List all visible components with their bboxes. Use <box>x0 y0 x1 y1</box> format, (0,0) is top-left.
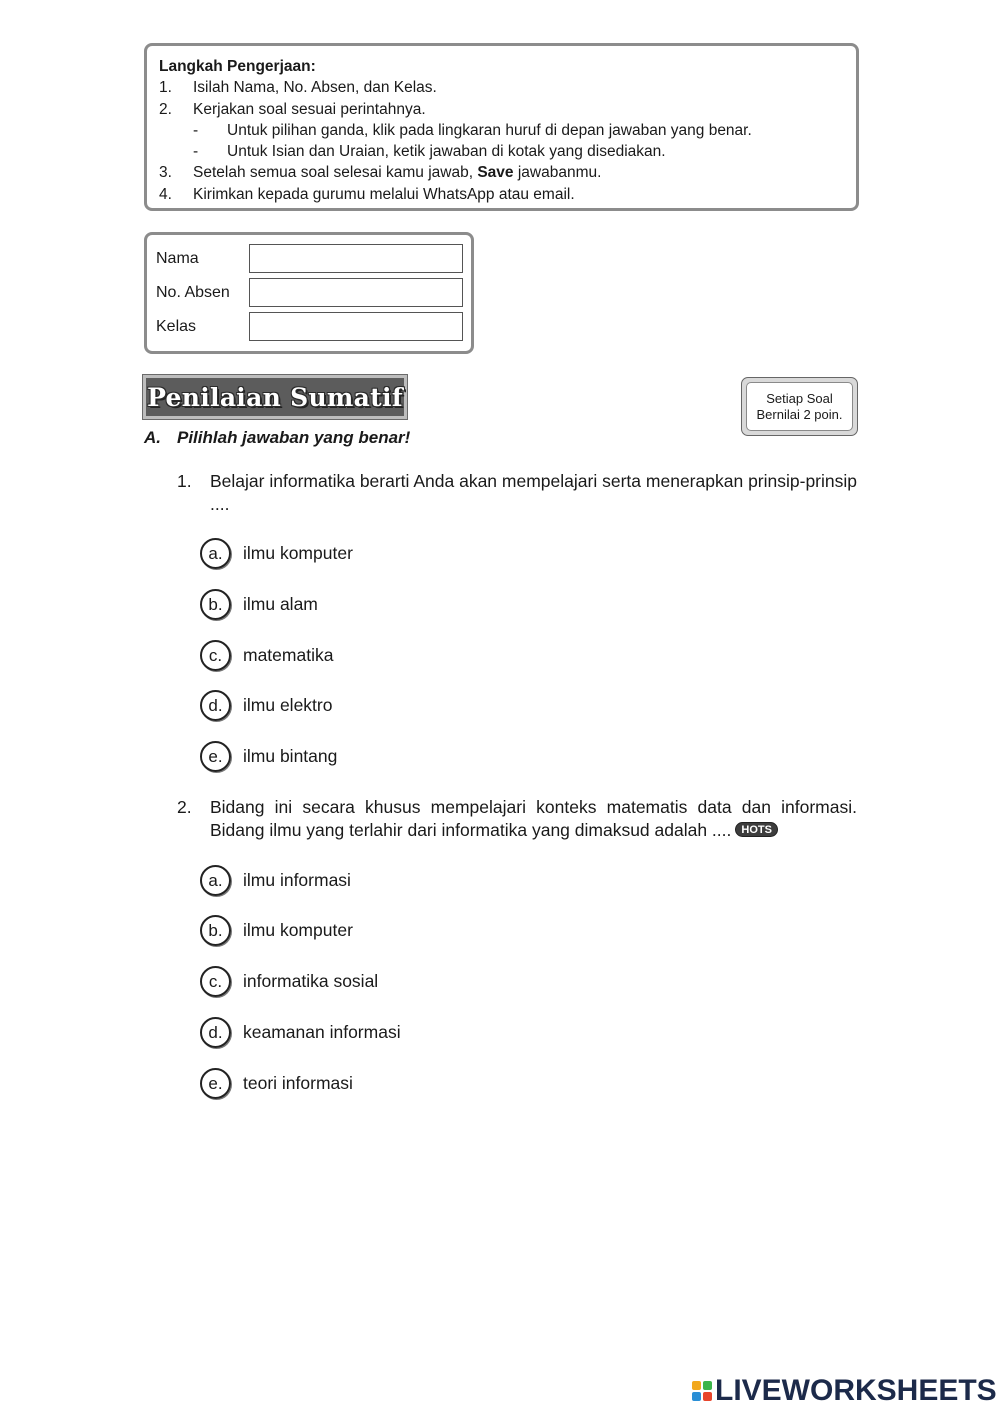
option-circle[interactable]: a. <box>200 865 231 896</box>
q1-option-e[interactable] <box>200 741 337 772</box>
q1-option-c[interactable] <box>200 640 333 671</box>
brand-text: LIVEWORKSHEETS <box>715 1374 997 1407</box>
question-text-wrap <box>210 796 857 842</box>
substep-text: Untuk pilihan ganda, klik pada lingkaran huruf di depan jawaban yang benar. <box>227 121 752 139</box>
points-inner <box>746 382 853 431</box>
step-number: 3. <box>159 164 172 182</box>
points-line-1: Setiap Soal <box>766 390 833 406</box>
instruction-step <box>159 77 844 98</box>
question-text: Belajar informatika berarti Anda akan mempelajari serta menerapkan prinsip-prinsip .... <box>210 471 857 514</box>
option-text: teori informasi <box>243 1073 353 1093</box>
absen-label: No. Absen <box>156 283 230 301</box>
kelas-label: Kelas <box>156 317 197 335</box>
logo-tile <box>703 1392 712 1401</box>
option-text: ilmu informasi <box>243 870 351 890</box>
step-number: 2. <box>159 100 172 118</box>
substep-dash: - <box>193 121 199 139</box>
option-circle[interactable]: d. <box>200 1017 231 1048</box>
step-text-after: jawabanmu. <box>513 164 602 182</box>
instructions-box <box>144 43 859 211</box>
kelas-input[interactable] <box>249 312 463 341</box>
option-text: ilmu alam <box>243 594 318 614</box>
absen-input[interactable] <box>249 278 463 307</box>
option-circle[interactable]: d. <box>200 690 231 721</box>
option-circle[interactable]: b. <box>200 589 231 620</box>
section-title: Pilihlah jawaban yang benar! <box>177 428 411 447</box>
logo-tile <box>692 1392 701 1401</box>
substep-dash: - <box>193 143 199 161</box>
points-box <box>741 377 858 436</box>
step-number: 1. <box>159 79 172 97</box>
option-circle[interactable]: e. <box>200 1068 231 1099</box>
q2-option-e[interactable] <box>200 1068 353 1099</box>
logo-tile <box>692 1381 701 1390</box>
option-text: ilmu bintang <box>243 746 338 766</box>
section-letter: A. <box>144 428 161 447</box>
option-text: keamanan informasi <box>243 1022 401 1042</box>
title-banner <box>143 375 407 419</box>
question-text: Bidang ini secara khusus mempelajari konteks matematis data dan informasi. Bidang ilmu yang terlahir dari informatika yang dimaksud adalah .... <box>210 797 857 840</box>
step-text: Kirimkan kepada gurumu melalui WhatsApp atau email. <box>193 185 575 203</box>
step-text-before: Setelah semua soal selesai kamu jawab, <box>193 164 478 182</box>
q1-option-b[interactable] <box>200 589 318 620</box>
step-number: 4. <box>159 185 172 203</box>
option-text: ilmu elektro <box>243 695 333 715</box>
question-1 <box>177 470 857 516</box>
section-heading <box>144 428 410 448</box>
instruction-substep <box>159 141 844 162</box>
step-text <box>193 162 601 183</box>
option-circle[interactable]: b. <box>200 915 231 946</box>
q1-option-a[interactable] <box>200 538 353 569</box>
banner-title: Penilaian Sumatif <box>147 382 403 412</box>
q1-option-d[interactable] <box>200 690 332 721</box>
instructions-title: Langkah Pengerjaan: <box>159 58 316 75</box>
kelas-row <box>156 312 463 341</box>
instruction-substep <box>159 120 844 141</box>
option-circle[interactable]: a. <box>200 538 231 569</box>
question-2 <box>177 796 857 842</box>
q2-option-c[interactable] <box>200 966 378 997</box>
absen-row <box>156 278 463 307</box>
question-number: 1. <box>177 471 192 491</box>
option-text: ilmu komputer <box>243 920 353 940</box>
substep-text: Untuk Isian dan Uraian, ketik jawaban di kotak yang disediakan. <box>227 143 666 161</box>
instruction-step <box>159 184 844 205</box>
q2-option-b[interactable] <box>200 915 353 946</box>
instruction-step <box>159 162 844 183</box>
question-number: 2. <box>177 797 192 817</box>
identity-box <box>144 232 474 354</box>
logo-tile <box>703 1381 712 1390</box>
q2-option-a[interactable] <box>200 865 351 896</box>
instruction-step <box>159 99 844 120</box>
name-row <box>156 244 463 273</box>
option-text: ilmu komputer <box>243 543 353 563</box>
liveworksheets-logo-icon <box>692 1381 712 1401</box>
option-circle[interactable]: e. <box>200 741 231 772</box>
save-keyword: Save <box>477 164 514 182</box>
hots-badge: HOTS <box>735 822 778 837</box>
points-line-2: Bernilai 2 poin. <box>756 406 843 422</box>
name-input[interactable] <box>249 244 463 273</box>
liveworksheets-brand <box>692 1374 997 1408</box>
option-text: matematika <box>243 645 334 665</box>
q2-option-d[interactable] <box>200 1017 401 1048</box>
option-circle[interactable]: c. <box>200 966 231 997</box>
step-text: Isilah Nama, No. Absen, dan Kelas. <box>193 79 437 97</box>
step-text: Kerjakan soal sesuai perintahnya. <box>193 100 426 118</box>
option-text: informatika sosial <box>243 971 379 991</box>
name-label: Nama <box>156 249 199 267</box>
option-circle[interactable]: c. <box>200 640 231 671</box>
